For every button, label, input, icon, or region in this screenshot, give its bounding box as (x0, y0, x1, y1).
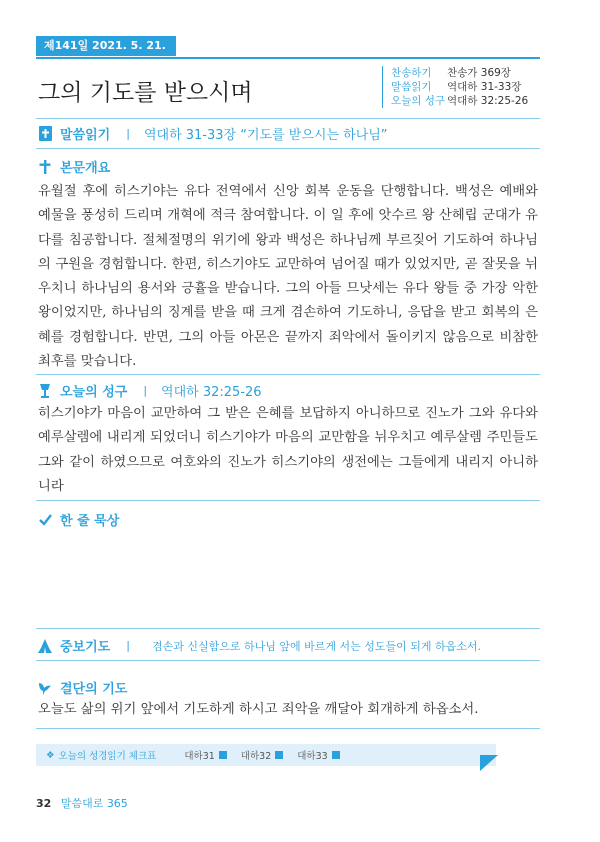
checkbox[interactable] (332, 751, 340, 759)
verse-reference: 역대하 32:25-26 (161, 385, 262, 400)
page-footer (36, 795, 128, 811)
meta-value: 찬송가 369장 (447, 67, 511, 79)
praying-hands-icon (38, 639, 52, 653)
section-rule (36, 500, 540, 501)
verse-label: 오늘의 성구 (60, 385, 128, 400)
decision-label: 결단의 기도 (60, 682, 128, 697)
checklist-label: 오늘의 성경읽기 체크표 (58, 751, 157, 762)
date-badge: 제141일 2021. 5. 21. 금 (36, 36, 176, 56)
page-number: 32 (36, 797, 52, 810)
verse-text: 히스기야가 마음이 교만하여 그 받은 은혜를 보답하지 아니하므로 진노가 그와 유다와 예루살렘에 내리게 되었더니 히스기야가 마음의 교만함을 뉘우치고 예루살렘 주민들도 그와 같이 하였으므로 여호와의 진노가 히스기야의 생전에는 그들에게 내리지 아니하니라 (38, 406, 538, 494)
decision-text: 오늘도 삶의 위기 앞에서 기도하게 하시고 죄악을 깨달아 회개하게 하옵소서. (38, 702, 479, 717)
header-rule (36, 57, 540, 59)
diamond-icon: ❖ (46, 749, 55, 761)
meta-key: 찬송하기 (391, 67, 432, 79)
separator: | (126, 639, 130, 652)
meta-divider (382, 66, 383, 108)
checkbox[interactable] (275, 751, 283, 759)
cross-icon (38, 160, 52, 174)
check-icon (38, 513, 52, 527)
reading-reference: 역대하 31-33장 “기도를 받으시는 하나님” (143, 128, 388, 143)
meta-row-hymn (391, 66, 528, 80)
intercession-label: 중보기도 (60, 640, 111, 655)
meditation-header (38, 510, 119, 529)
checklist-item: 대하32 (240, 751, 272, 762)
checklist-item: 대하33 (297, 751, 328, 762)
section-rule (36, 628, 540, 629)
meta-list (391, 66, 528, 108)
meditation-label: 한 줄 묵상 (60, 514, 120, 529)
summary-text: 유월절 후에 히스기야는 유다 전역에서 신앙 회복 운동을 단행합니다. 백성은 예배와 예물을 풍성히 드리며 개혁에 적극 참여합니다. 이 일 후에 앗수르 왕 산헤립 군대가 유다를 침공합니다. 절체절명의 위기에 왕과 백성은 하나님께 부르짖어 기도하여 하나님의 구원을 경험합니다. 한편, 히스기야도 교만하여 넘어질 때가 있었지만, 곧 잘못을 뉘우치니 하나님의 용서와 긍휼을 받습니다. 그의 아들 므낫세는 유다 왕들 중 가장 악한 왕이었지만, 하나님의 징계를 받을 때 크게 겸손하여 기도하니, 응답을 받고 회복의 은혜를 경험합니다. 반면, 그의 아들 아몬은 끝까지 죄악에서 돌이키지 않음으로 비참한 최후를 맞습니다. (38, 184, 538, 370)
verse-header (38, 381, 262, 400)
intercession-text: 겸손과 신실함으로 하나님 앞에 바르게 서는 성도들이 되게 하옵소서. (152, 640, 481, 653)
page-title: 그의 기도를 받으시며 (38, 80, 253, 106)
separator: | (126, 127, 130, 140)
chalice-icon (38, 384, 52, 398)
separator: | (143, 384, 148, 397)
page-fold-corner (480, 755, 498, 771)
decision-header (38, 678, 127, 697)
meta-row-reading (391, 80, 528, 94)
section-rule (36, 374, 540, 375)
meta-value: 역대하 31-33장 (447, 81, 522, 93)
book-title: 말씀대로 365 (60, 797, 128, 810)
intercession-header (38, 636, 144, 655)
meta-key: 말씀읽기 (391, 81, 432, 93)
dove-icon (38, 681, 52, 695)
section-rule (36, 660, 540, 661)
meta-row-verse (391, 94, 528, 108)
section-rule (36, 148, 540, 149)
checklist-item: 대하31 (184, 751, 215, 762)
reading-header (38, 124, 388, 143)
reading-label: 말씀읽기 (60, 128, 111, 143)
summary-label: 본문개요 (60, 161, 111, 176)
section-rule (36, 118, 540, 119)
summary-header (38, 157, 110, 176)
checkbox[interactable] (219, 751, 227, 759)
section-rule (36, 728, 540, 729)
bible-icon (38, 127, 52, 141)
meta-key: 오늘의 성구 (391, 95, 446, 107)
meta-value: 역대하 32:25-26 (447, 95, 529, 107)
reading-checklist (36, 744, 496, 766)
